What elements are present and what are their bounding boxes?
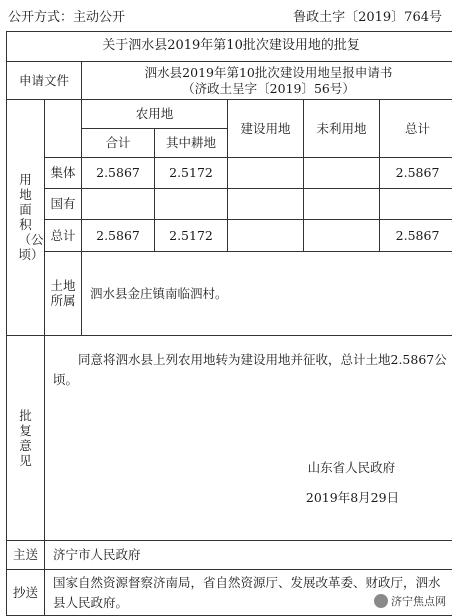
state-grand-total	[380, 189, 452, 220]
approval-label: 批复意见	[7, 336, 45, 541]
cc-value: 国家自然资源督察济南局，省自然资源厅、发展改革委、财政厅，泗水县人民政府。	[45, 570, 452, 616]
sum-unused	[304, 220, 380, 252]
application-value-line2: （济政土呈字〔2019〕56号）	[82, 81, 452, 97]
row-label-state: 国有	[45, 189, 82, 220]
watermark	[374, 593, 446, 609]
land-location-label: 土地所属	[45, 252, 82, 336]
application-value	[82, 62, 452, 100]
agri-arable-header: 其中耕地	[155, 129, 228, 158]
land-location-value: 泗水县金庄镇南临泗村。	[82, 252, 452, 336]
collective-unused	[304, 158, 380, 189]
watermark-text: 济宁焦点网	[391, 593, 446, 609]
cc-label: 抄送	[7, 570, 45, 616]
sum-total: 2.5867	[82, 220, 155, 252]
approval-document-table	[6, 31, 452, 616]
row-label-spacer	[45, 100, 82, 158]
approval-opinion	[45, 336, 452, 541]
agri-land-header: 农用地	[82, 100, 228, 129]
approval-text: 同意将泗水县上列农用地转为建设用地并征收，总计土地2.5867公顷。	[45, 350, 452, 390]
collective-grand-total: 2.5867	[380, 158, 452, 189]
state-construction	[228, 189, 304, 220]
disclosure-method: 公开方式：主动公开	[8, 6, 125, 25]
watermark-logo-icon	[374, 594, 388, 608]
unused-land-header: 未利用地	[304, 100, 380, 158]
collective-arable: 2.5172	[155, 158, 228, 189]
main-recipient-label: 主送	[7, 541, 45, 570]
document-title: 关于泗水县2019年第10批次建设用地的批复	[7, 32, 452, 62]
sum-construction	[228, 220, 304, 252]
state-arable	[155, 189, 228, 220]
row-label-total: 总计	[45, 220, 82, 252]
main-recipient-value: 济宁市人民政府	[45, 541, 452, 570]
grand-total-header: 总计	[380, 100, 452, 158]
approval-date: 2019年8月29日	[45, 490, 452, 506]
state-unused	[304, 189, 380, 220]
row-label-collective: 集体	[45, 158, 82, 189]
agri-total-header: 合计	[82, 129, 155, 158]
application-value-line1: 泗水县2019年第10批次建设用地呈报申请书	[82, 65, 452, 81]
document-number: 鲁政土字〔2019〕764号	[293, 6, 442, 25]
issuer: 山东省人民政府	[45, 460, 452, 476]
construction-land-header: 建设用地	[228, 100, 304, 158]
land-area-label: 用地面积（公顷）	[7, 100, 45, 336]
collective-total: 2.5867	[82, 158, 155, 189]
state-total	[82, 189, 155, 220]
sum-arable: 2.5172	[155, 220, 228, 252]
application-label: 申请文件	[7, 62, 82, 100]
sum-grand-total: 2.5867	[380, 220, 452, 252]
collective-construction	[228, 158, 304, 189]
